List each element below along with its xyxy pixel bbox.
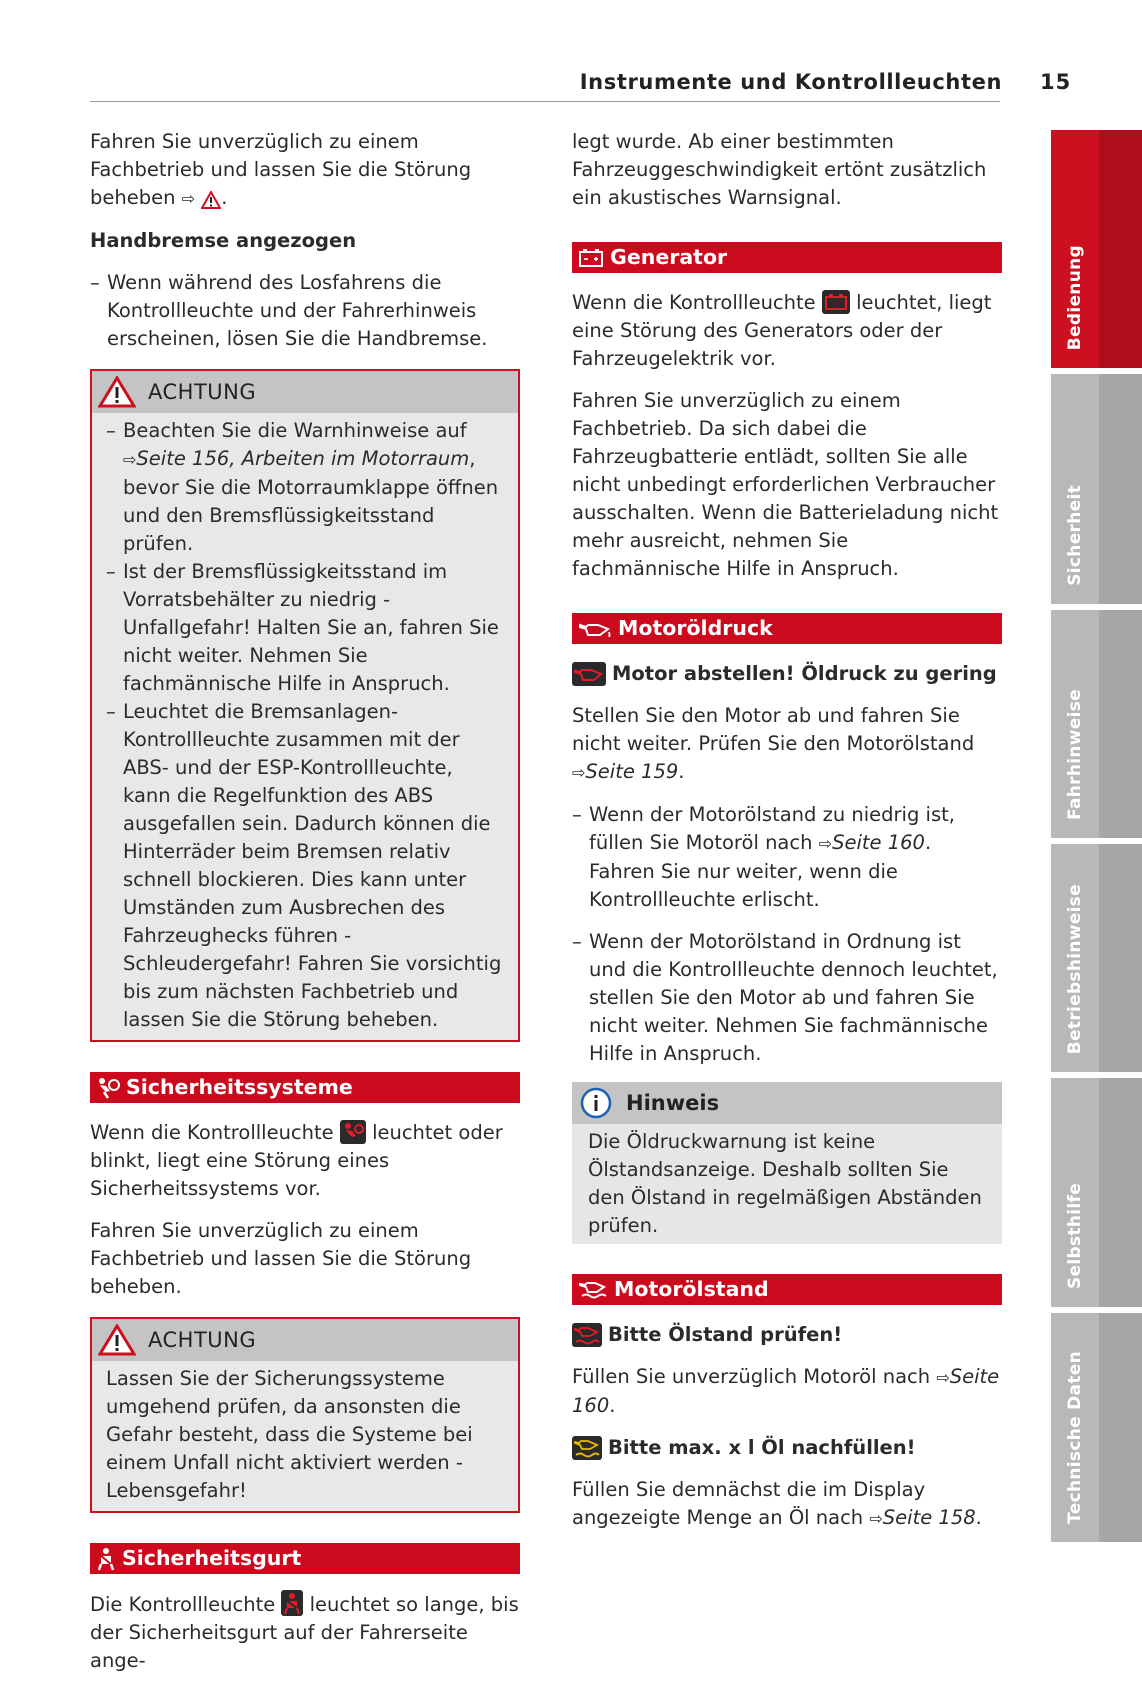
handbremse-heading: Handbremse angezogen bbox=[90, 229, 357, 252]
achtung-body bbox=[92, 1361, 518, 1511]
airbag-warning-lamp-icon bbox=[340, 1120, 366, 1144]
arrow-right-icon: ⇨ bbox=[818, 834, 833, 853]
achtung-header bbox=[92, 1319, 518, 1361]
list-dash: – bbox=[572, 803, 582, 826]
side-tab-fahrhinweise[interactable] bbox=[1051, 610, 1142, 838]
section-heading-sicherheitssysteme: Sicherheitssysteme bbox=[90, 1072, 520, 1103]
continued-paragraph: legt wurde. Ab einer bestimmten Fahrzeuggeschwindigkeit ertönt zusätzlich ein akustisches Warnsignal. bbox=[572, 130, 987, 209]
page-reference[interactable]: Seite 159 bbox=[585, 760, 679, 783]
oelstand-subheading-1: Bitte Ölstand prüfen! bbox=[572, 1321, 1002, 1349]
achtung-label: ACHTUNG bbox=[148, 1328, 257, 1352]
side-tab-label: Betriebshinweise bbox=[1065, 883, 1085, 1054]
oelstand-paragraph-2: Füllen Sie demnächst die im Display angezeigte Menge an Öl nach ⇨Seite 158. bbox=[572, 1478, 982, 1529]
section-heading-generator: Generator bbox=[572, 242, 1002, 273]
info-icon bbox=[580, 1087, 612, 1119]
hinweis-body bbox=[572, 1124, 1002, 1244]
header-rule bbox=[90, 101, 1000, 102]
list-item: – Leuchtet die Bremsanlagen-Kontrollleuchte zusammen mit der ABS- und der ESP-Kontrollleuchte, kann die Regelfunktion des ABS ausgefallen sein. Dadurch können die Hinterräder beim Bremsen relativ schnell blockieren. Dies kann unter Umständen zum Ausbrechen des Fahrzeughecks führen - Schleudergefahr! Fahren Sie vorsichtig bis zum nächsten Fachbetrieb und lassen Sie die Störung beheben. bbox=[106, 700, 502, 1031]
right-column bbox=[572, 128, 1002, 1547]
hinweis-box bbox=[572, 1082, 1002, 1244]
side-tab-label: Sicherheit bbox=[1065, 485, 1085, 586]
list-dash: – bbox=[106, 560, 116, 583]
section-heading-motoroeldruck: Motoröldruck bbox=[572, 613, 1002, 644]
side-tab-selbsthilfe[interactable] bbox=[1051, 1078, 1142, 1307]
achtung-label: ACHTUNG bbox=[148, 380, 257, 404]
sicherheitssysteme-paragraph-2: Fahren Sie unverzüglich zu einem Fachbetrieb und lassen Sie die Störung beheben. bbox=[90, 1219, 472, 1298]
page-reference[interactable]: Seite 160 bbox=[832, 831, 925, 854]
achtung-box bbox=[90, 1317, 520, 1513]
oil-level-yellow-lamp-icon bbox=[572, 1436, 602, 1460]
arrow-right-icon: ⇨ bbox=[123, 450, 137, 469]
side-tab-label: Selbsthilfe bbox=[1065, 1183, 1085, 1289]
oil-level-red-lamp-icon bbox=[572, 1323, 602, 1347]
hinweis-header bbox=[572, 1082, 1002, 1124]
seatbelt-warning-lamp-icon bbox=[281, 1590, 303, 1616]
hinweis-text: Die Öldruckwarnung ist keine Ölstandsanzeige. Deshalb sollten Sie den Ölstand in regelmäßigen Abständen prüfen. bbox=[588, 1130, 982, 1237]
side-tab-label: Fahrhinweise bbox=[1065, 689, 1085, 820]
oil-can-icon bbox=[578, 619, 612, 639]
sicherheitssysteme-paragraph-1: Wenn die Kontrollleuchte leuchtet oder blinkt, liegt eine Störung eines Sicherheitssystems vor. bbox=[90, 1121, 503, 1200]
battery-warning-lamp-icon bbox=[822, 290, 850, 314]
battery-icon bbox=[578, 248, 604, 268]
list-dash: – bbox=[106, 700, 116, 723]
oil-pressure-warning-lamp-icon bbox=[572, 662, 606, 686]
oelstand-subheading-2: Bitte max. x l Öl nachfüllen! bbox=[572, 1434, 1002, 1462]
oeldruck-paragraph: Stellen Sie den Motor ab und fahren Sie nicht weiter. Prüfen Sie den Motorölstand ⇨Seite 159. bbox=[572, 704, 975, 783]
list-item: – Beachten Sie die Warnhinweise auf ⇨Seite 156, Arbeiten im Motorraum, bevor Sie die Motorraumklappe öffnen und den Bremsflüssigkeitsstand prüfen. bbox=[106, 419, 499, 555]
hinweis-label: Hinweis bbox=[626, 1091, 720, 1115]
list-item: – Wenn der Motorölstand zu niedrig ist, füllen Sie Motoröl nach ⇨Seite 160. Fahren Sie nur weiter, wenn die Kontrollleuchte erlischt. bbox=[572, 803, 955, 911]
page-reference[interactable]: Seite 156, Arbeiten im Motorraum bbox=[136, 447, 470, 470]
seatbelt-icon bbox=[96, 1547, 116, 1571]
arrow-right-icon: ⇨ bbox=[572, 763, 586, 782]
oil-level-icon bbox=[578, 1280, 608, 1300]
list-dash: – bbox=[90, 271, 100, 294]
page-number: 15 bbox=[1040, 70, 1072, 94]
section-heading-motoroelstand: Motorölstand bbox=[572, 1274, 1002, 1305]
running-header-title: Instrumente und Kontrollleuchten bbox=[579, 70, 1002, 94]
list-item: – Wenn der Motorölstand in Ordnung ist und die Kontrollleuchte dennoch leuchtet, stellen Sie den Motor ab und fahren Sie nicht weiter. Nehmen Sie fachmännische Hilfe in Anspruch. bbox=[572, 930, 998, 1065]
oelstand-paragraph-1: Füllen Sie unverzüglich Motoröl nach ⇨Seite 160. bbox=[572, 1365, 1000, 1417]
achtung-box bbox=[90, 369, 520, 1042]
list-item: – Wenn während des Losfahrens die Kontrollleuchte und der Fahrerhinweis erscheinen, lösen Sie die Handbremse. bbox=[90, 271, 488, 350]
achtung-header bbox=[92, 371, 518, 413]
side-tab-technische-daten[interactable] bbox=[1051, 1313, 1142, 1542]
list-dash: – bbox=[572, 930, 582, 953]
side-tab-betriebshinweise[interactable] bbox=[1051, 844, 1142, 1072]
arrow-right-icon: ⇨ bbox=[936, 1368, 950, 1387]
warning-triangle-icon bbox=[98, 1324, 136, 1356]
page-reference[interactable]: Seite 160 bbox=[572, 1365, 1000, 1417]
arrow-right-icon: ⇨ bbox=[181, 189, 196, 208]
side-tab-label: Bedienung bbox=[1065, 244, 1085, 350]
side-tab-sicherheit[interactable] bbox=[1051, 374, 1142, 604]
left-column bbox=[90, 128, 520, 1689]
side-tab-label: Technische Daten bbox=[1065, 1351, 1085, 1524]
warning-triangle-icon bbox=[201, 191, 221, 209]
page-reference[interactable]: Seite 158 bbox=[882, 1506, 976, 1529]
sicherheitsgurt-paragraph: Die Kontrollleuchte leuchtet so lange, bis der Sicherheitsgurt auf der Fahrerseite ange- bbox=[90, 1590, 520, 1675]
oeldruck-subheading: Motor abstellen! Öldruck zu gering bbox=[572, 660, 1002, 688]
side-tab-bedienung[interactable] bbox=[1051, 130, 1142, 368]
generator-paragraph-2: Fahren Sie unverzüglich zu einem Fachbetrieb. Da sich dabei die Fahrzeugbatterie entlädt, sollten Sie alle nicht unbedingt erforderlichen Verbraucher ausschalten. Wenn die Batterieladung nicht mehr ausreicht, nehmen Sie fachmännische Hilfe in Anspruch. bbox=[572, 389, 999, 580]
section-heading-sicherheitsgurt: Sicherheitsgurt bbox=[90, 1543, 520, 1574]
arrow-right-icon: ⇨ bbox=[869, 1509, 883, 1528]
warning-triangle-icon bbox=[98, 376, 136, 408]
airbag-icon bbox=[96, 1077, 120, 1099]
list-item: – Ist der Bremsflüssigkeitsstand im Vorratsbehälter zu niedrig - Unfallgefahr! Halten Sie an, fahren Sie nicht weiter. Nehmen Sie fachmännische Hilfe in Anspruch. bbox=[106, 560, 499, 695]
generator-paragraph-1: Wenn die Kontrollleuchte leuchtet, liegt eine Störung des Generators oder der Fahrzeugelektrik vor. bbox=[572, 291, 992, 370]
achtung-body bbox=[92, 413, 518, 1040]
list-dash: – bbox=[106, 419, 116, 442]
intro-paragraph: Fahren Sie unverzüglich zu einem Fachbetrieb und lassen Sie die Störung beheben ⇨ . bbox=[90, 130, 472, 209]
achtung-text: Lassen Sie der Sicherungssysteme umgehend prüfen, da ansonsten die Gefahr besteht, dass die Systeme bei einem Unfall nicht aktiviert werden - Lebensgefahr! bbox=[106, 1367, 473, 1502]
